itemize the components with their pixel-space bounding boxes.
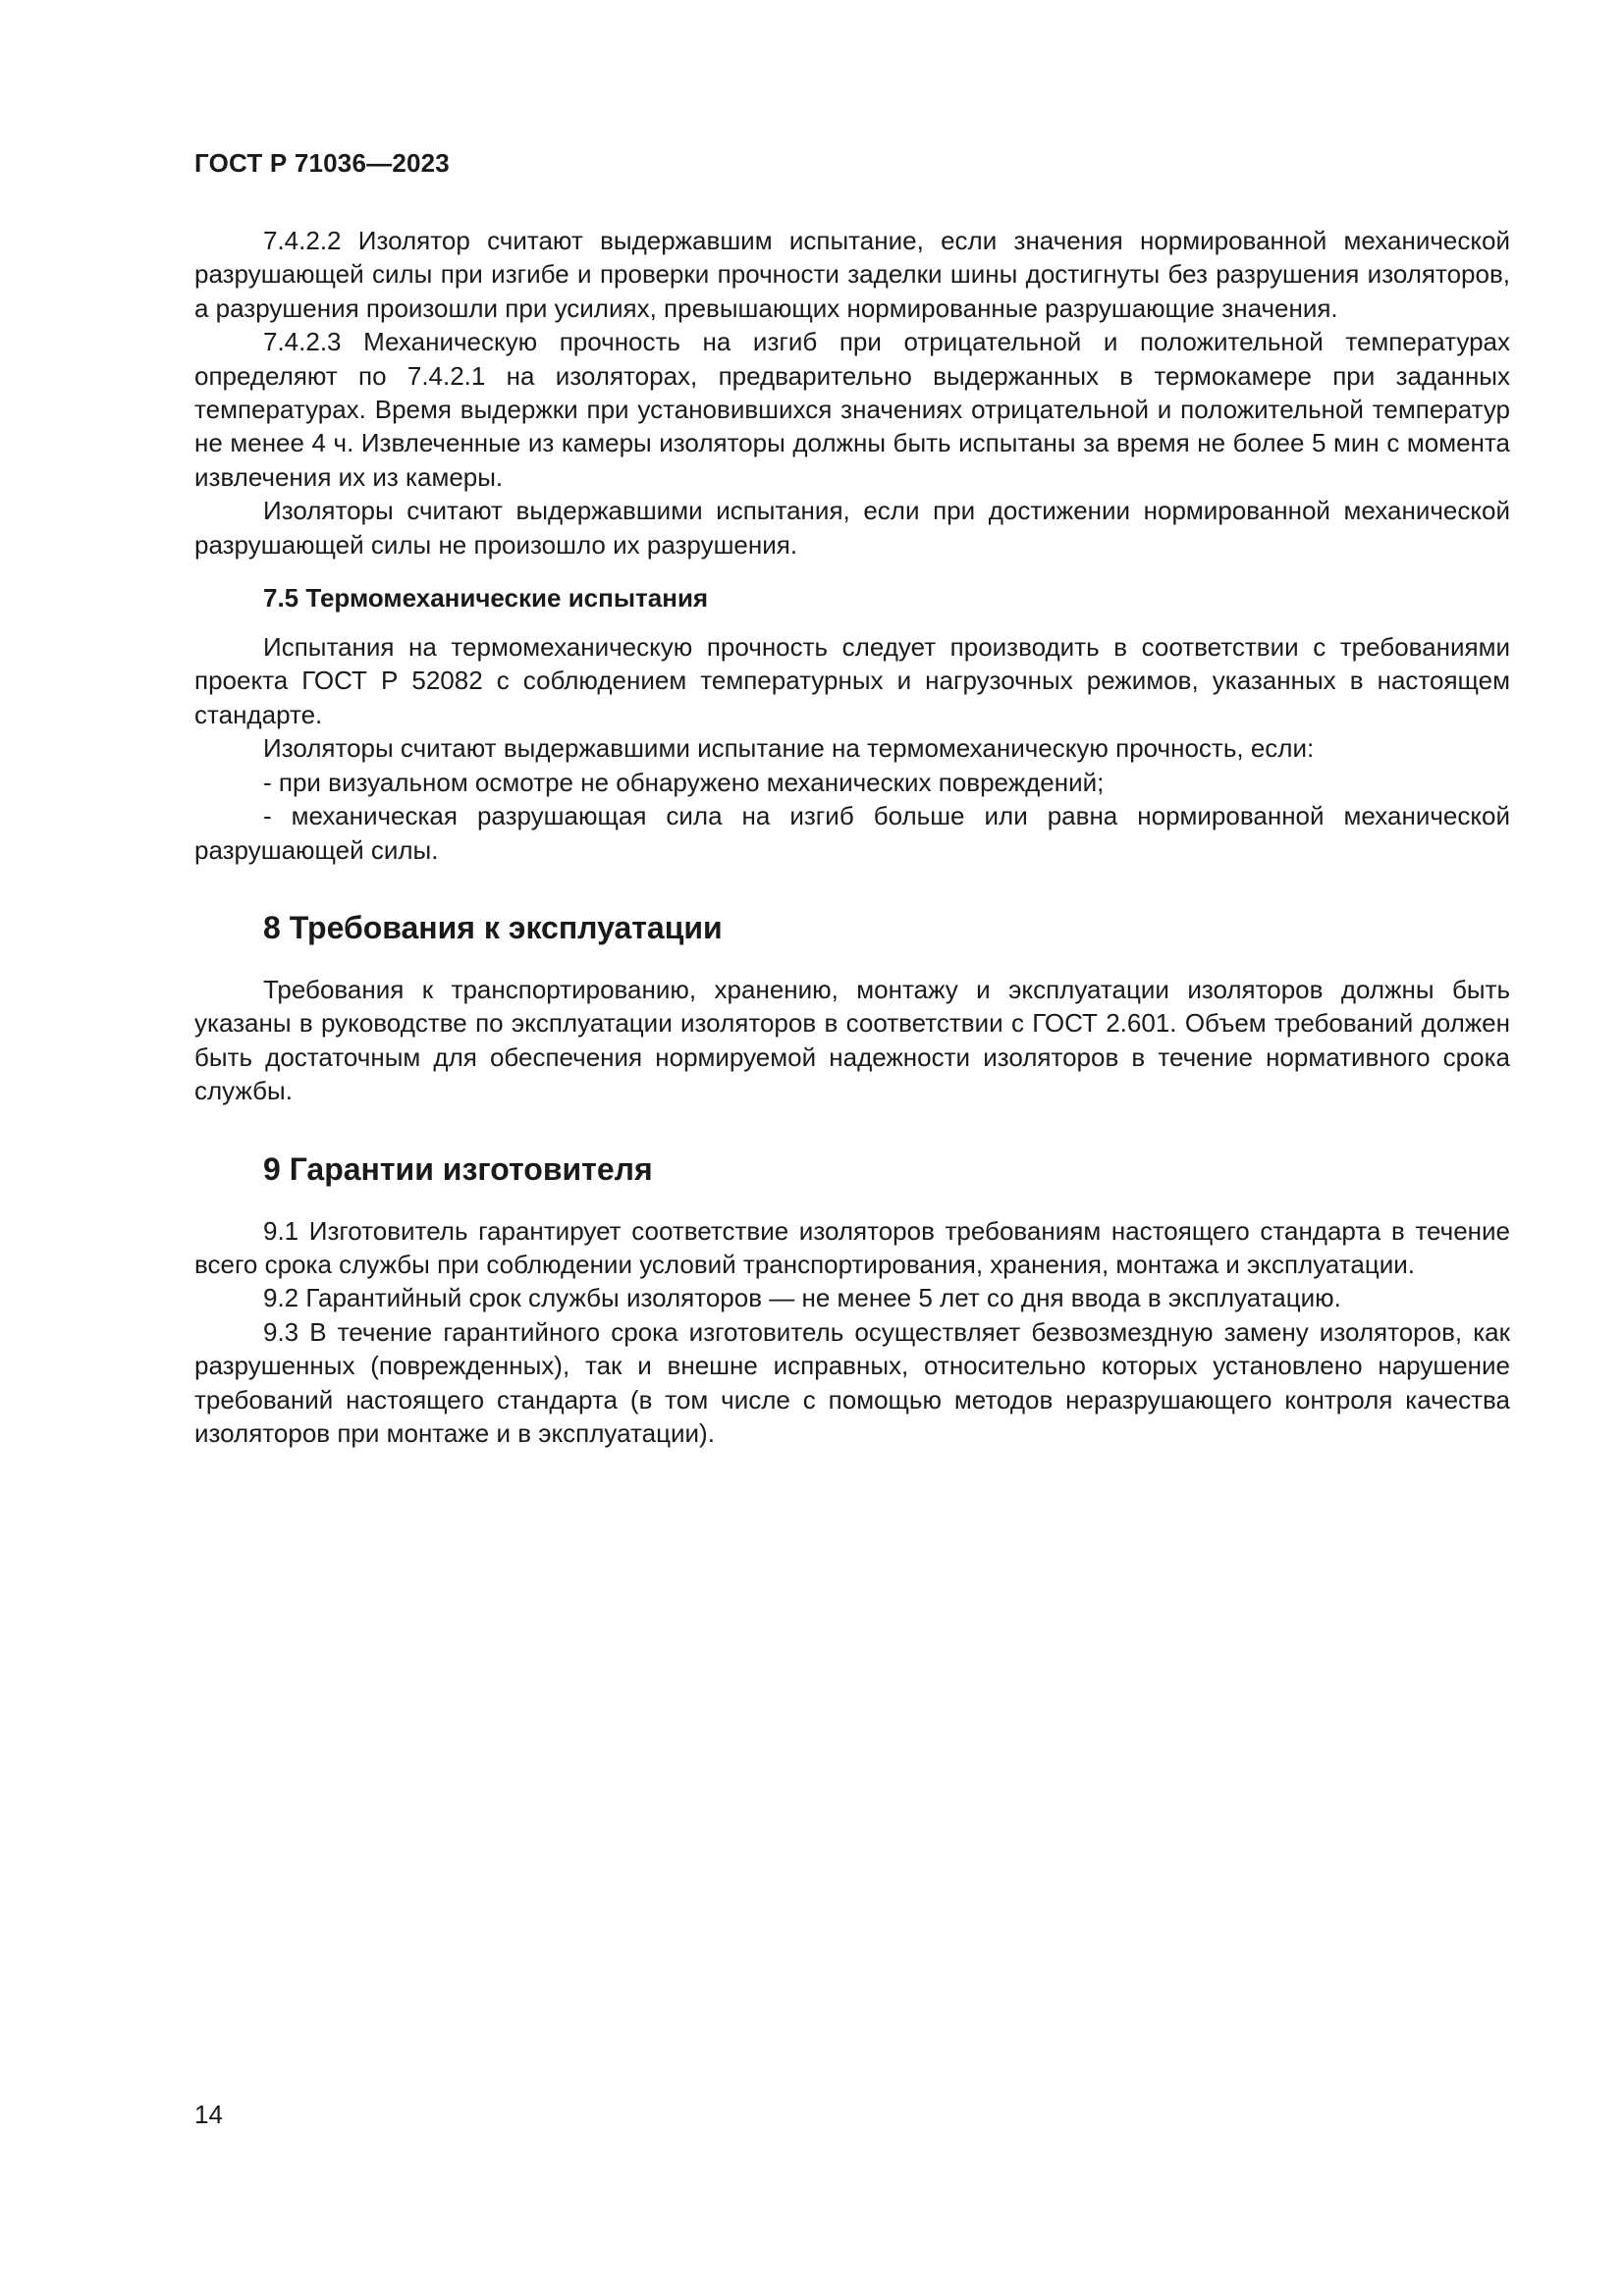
list-item-bending-force: - механическая разрушающая сила на изгиб больше или равна нормированной механической разрушающей силы. bbox=[194, 801, 1510, 865]
paragraph-8: Требования к транспортированию, хранению, монтажу и эксплуатации изоляторов должны быть указаны в руководстве по эксплуатации изоляторов в соответствии с ГОСТ 2.601. Объем требований должен быть достаточным для обеспечения нормируемой надежности изоляторов в течение нормативного срока службы. bbox=[194, 974, 1510, 1106]
section-heading-9: 9 Гарантии изготовителя bbox=[263, 1150, 653, 1187]
paragraph-9-2: 9.2 Гарантийный срок службы изоляторов — не менее 5 лет со дня ввода в эксплуатацию. bbox=[263, 1283, 1341, 1313]
section-heading-8: 8 Требования к эксплуатации bbox=[263, 909, 723, 945]
running-head-doc-code: ГОСТ Р 71036—2023 bbox=[194, 148, 450, 178]
paragraph-9-1: 9.1 Изготовитель гарантирует соответствие изоляторов требованиям настоящего стандарта в течение всего срока службы при соблюдении условий транспортирования, хранения, монтажа и эксплуатации. bbox=[194, 1215, 1510, 1279]
paragraph-7-5-intro: Испытания на термомеханическую прочность следует производить в соответствии с требованиями проекта ГОСТ Р 52082 с соблюдением температурных и нагрузочных режимов, указанных в настоящем стандарте. bbox=[194, 632, 1510, 729]
subsection-heading-7-5: 7.5 Термомеханические испытания bbox=[263, 583, 709, 614]
paragraph-7-4-2-3-result: Изоляторы считают выдержавшими испытания, если при достижении нормированной механической разрушающей силы не произошло их разрушения. bbox=[194, 496, 1510, 560]
page-number: 14 bbox=[194, 2100, 223, 2129]
page-content bbox=[194, 224, 1510, 1450]
paragraph-7-5-criteria: Изоляторы считают выдержавшими испытание на термомеханическую прочность, если: bbox=[263, 733, 1315, 764]
paragraph-9-3: 9.3 В течение гарантийного срока изготовитель осуществляет безвозмездную замену изоляторов, как разрушенных (поврежденных), так и внешне исправных, относительно которых установлено нарушение требований настоящего стандарта (в том числе с помощью методов неразрушающего контроля качества изоляторов при монтаже и в эксплуатации). bbox=[194, 1316, 1510, 1448]
list-item-visual-inspection: - при визуальном осмотре не обнаружено механических повреждений; bbox=[263, 767, 1105, 797]
paragraph-7-4-2-3: 7.4.2.3 Механическую прочность на изгиб при отрицательной и положительной температурах определяют по 7.4.2.1 на изоляторах, предварительно выдержанных в термокамере при заданных температурах. Время выдержки при установившихся значениях отрицательной и положительной температур не менее 4 ч. Извлеченные из камеры изоляторы должны быть испытаны за время не более 5 мин с момента извлечения их из камеры. bbox=[194, 327, 1510, 492]
paragraph-7-4-2-2: 7.4.2.2 Изолятор считают выдержавшим испытание, если значения нормированной механической разрушающей силы при изгибе и проверки прочности заделки шины достигнуты без разрушения изоляторов, а разрушения произошли при усилиях, превышающих нормированные разрушающие значения. bbox=[194, 226, 1510, 323]
